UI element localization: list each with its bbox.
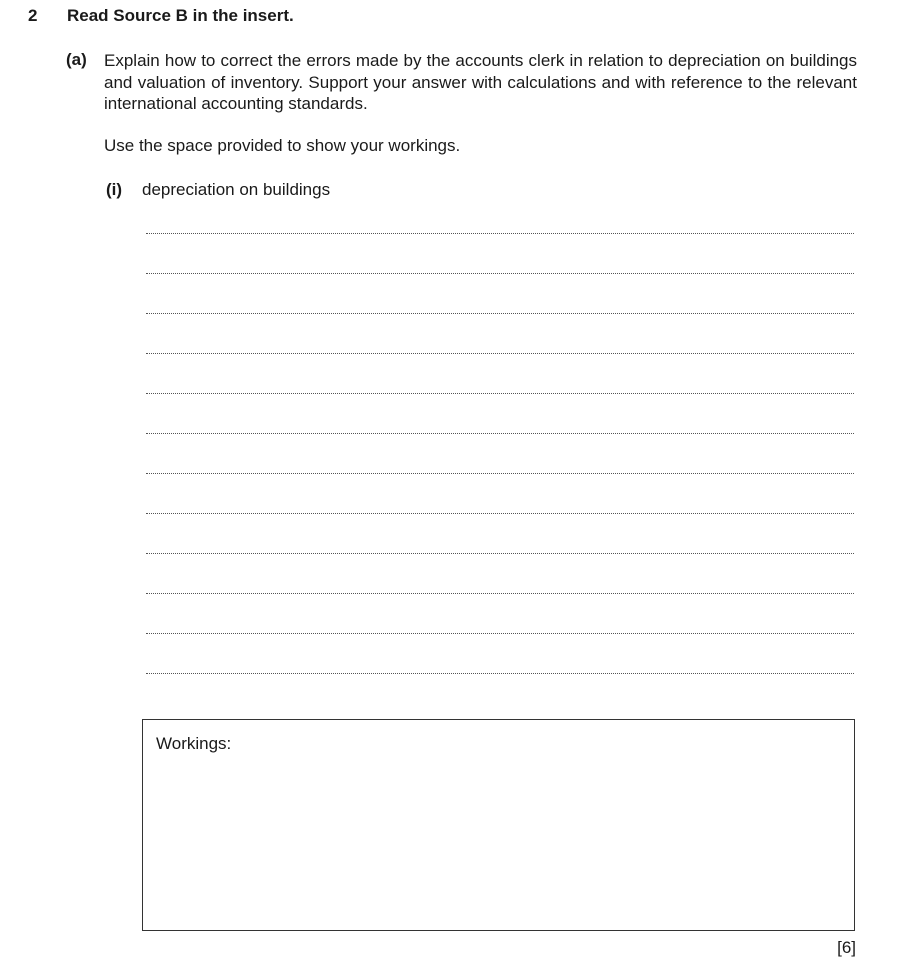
answer-line[interactable] (146, 273, 854, 274)
part-a-label: (a) (66, 50, 87, 69)
workings-box[interactable] (142, 719, 855, 931)
question-number: 2 (28, 6, 38, 25)
sub-part-i-label: (i) (106, 180, 123, 199)
answer-line[interactable] (146, 513, 854, 514)
workings-label: Workings: (156, 734, 232, 753)
answer-line[interactable] (146, 393, 854, 394)
marks-allocation: [6] (837, 938, 856, 957)
answer-line[interactable] (146, 433, 854, 434)
workings-note: Use the space provided to show your workings. (104, 136, 461, 155)
sub-part-i-text: depreciation on buildings (142, 180, 331, 199)
answer-line[interactable] (146, 313, 854, 314)
answer-line[interactable] (146, 673, 854, 674)
answer-line[interactable] (146, 633, 854, 634)
answer-line[interactable] (146, 353, 854, 354)
answer-line[interactable] (146, 473, 854, 474)
question-title: Read Source B in the insert. (67, 6, 294, 25)
answer-line[interactable] (146, 233, 854, 234)
part-a-instruction: Explain how to correct the errors made by the accounts clerk in relation to depreciation on buildings and valuation of inventory. Support your answer with calculations and with reference to the relevant international accounting standards. (104, 51, 857, 113)
answer-line[interactable] (146, 553, 854, 554)
answer-line[interactable] (146, 593, 854, 594)
